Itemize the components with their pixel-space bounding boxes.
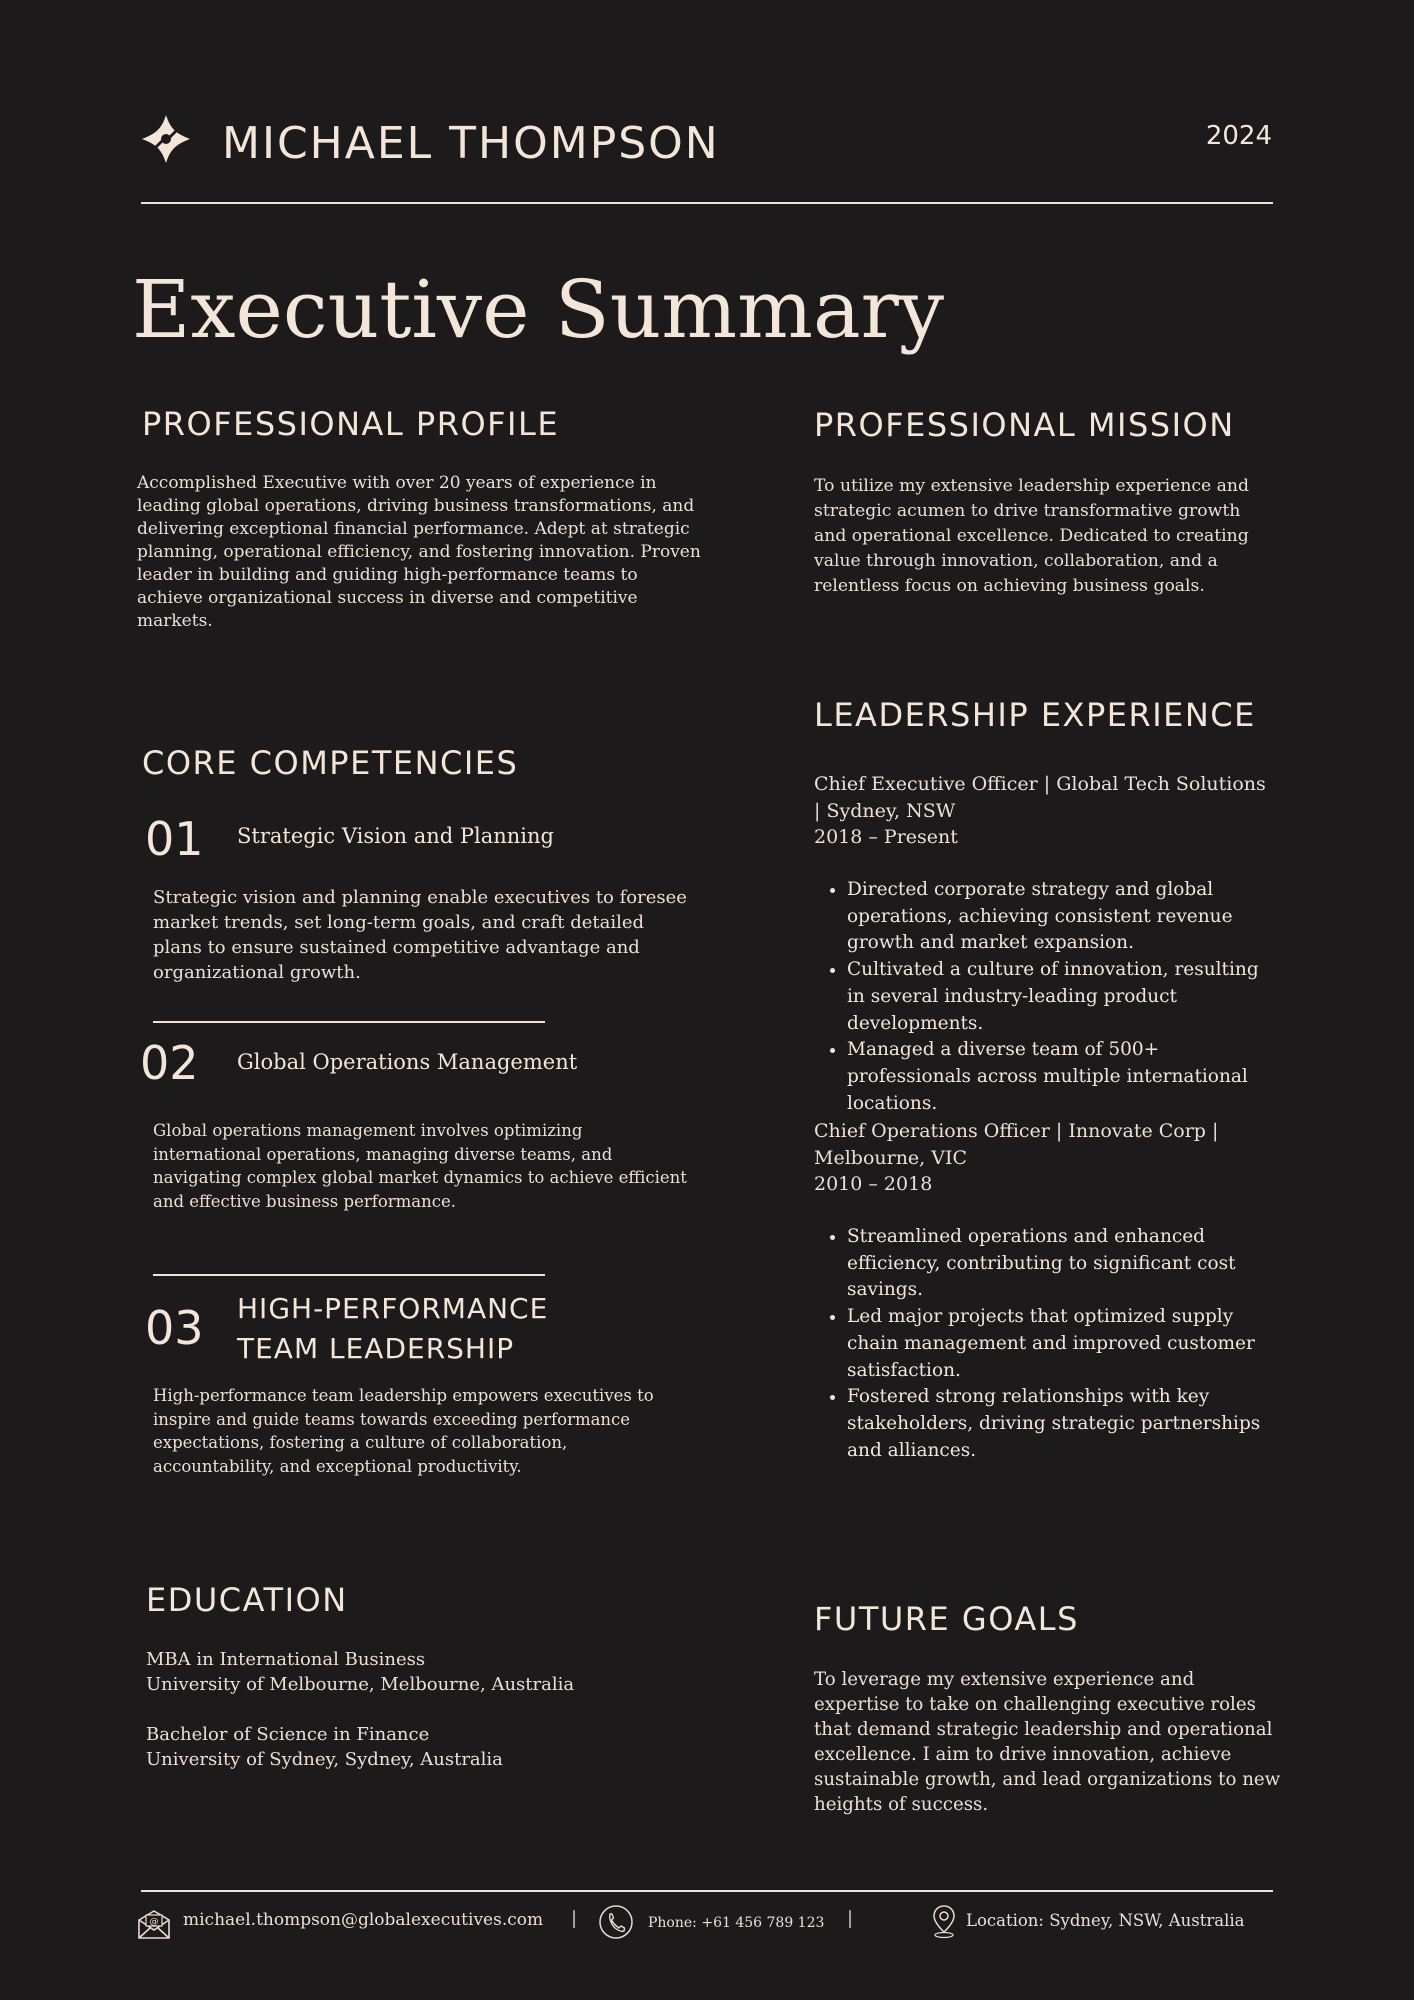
footer-divider bbox=[141, 1890, 1273, 1892]
education-degree: Bachelor of Science in Finance bbox=[146, 1724, 430, 1745]
goals-heading: FUTURE GOALS bbox=[814, 1600, 1079, 1638]
header-divider bbox=[141, 202, 1273, 204]
education-school: University of Melbourne, Melbourne, Australia bbox=[146, 1674, 575, 1695]
job-bullets bbox=[814, 1224, 1274, 1464]
education-degree: MBA in International Business bbox=[146, 1649, 426, 1670]
competency-divider bbox=[153, 1274, 545, 1276]
mission-text: To utilize my extensive leadership experience and strategic acumen to drive transformative growth and operational excellence. Dedicated to creating value through innovation, collaboration, and a relentless focus on achieving business goals. bbox=[814, 476, 1249, 596]
profile-heading: PROFESSIONAL PROFILE bbox=[142, 405, 560, 443]
job-bullet: • Directed corporate strategy and global operations, achieving consistent revenue growth and market expansion. bbox=[847, 877, 1274, 957]
job-bullets bbox=[814, 877, 1274, 1117]
footer-separator: | bbox=[571, 1908, 578, 1929]
competency-text: Strategic vision and planning enable executives to foresee market trends, set long-term goals, and craft detailed plans to ensure sustained competitive advantage and organizational growth. bbox=[153, 887, 687, 983]
job-dates: 2010 – 2018 bbox=[814, 1173, 933, 1195]
competency-number: 03 bbox=[145, 1301, 204, 1355]
mission-heading: PROFESSIONAL MISSION bbox=[814, 406, 1235, 444]
education-school: University of Sydney, Sydney, Australia bbox=[146, 1749, 503, 1770]
competency-divider bbox=[153, 1021, 545, 1023]
competency-text: High-performance team leadership empowers executives to inspire and guide teams towards exceeding performance expectations, fostering a culture of collaboration, accountability, and exceptional productivity. bbox=[153, 1386, 654, 1476]
job-title: Chief Operations Officer | Innovate Corp | Melbourne, VIC bbox=[814, 1120, 1219, 1169]
job-dates: 2018 – Present bbox=[814, 826, 958, 848]
header-name: MICHAEL THOMPSON bbox=[222, 118, 720, 169]
education-heading: EDUCATION bbox=[146, 1581, 348, 1619]
competency-title: Global Operations Management bbox=[237, 1050, 578, 1074]
footer-phone[interactable]: Phone: +61 456 789 123 bbox=[648, 1915, 825, 1931]
job-title: Chief Executive Officer | Global Tech Solutions | Sydney, NSW bbox=[814, 773, 1266, 822]
phone-icon bbox=[598, 1904, 634, 1940]
competency-number: 01 bbox=[145, 812, 204, 866]
competency-title: Strategic Vision and Planning bbox=[237, 824, 554, 848]
job-bullet: • Led major projects that optimized supply chain management and improved customer satisfaction. bbox=[847, 1304, 1274, 1384]
footer-email[interactable]: michael.thompson@globalexecutives.com bbox=[183, 1910, 544, 1930]
page-title: Executive Summary bbox=[132, 263, 945, 356]
profile-text: Accomplished Executive with over 20 years of experience in leading global operations, driving business transformations, and delivering exceptional financial performance. Adept at strategic planning, operational efficiency, and fostering innovation. Proven leader in building and guiding high-performance teams to achieve organizational success in diverse and competitive markets. bbox=[137, 473, 701, 631]
goals-text: To leverage my extensive experience and expertise to take on challenging executive roles that demand strategic leadership and operational excellence. I aim to drive innovation, achieve sustainable growth, and lead organizations to new heights of success. bbox=[814, 1669, 1281, 1815]
job-bullet: • Managed a diverse team of 500+ professionals across multiple international locations. bbox=[847, 1037, 1274, 1117]
competency-text: Global operations management involves optimizing international operations, managing diverse teams, and navigating complex global market dynamics to achieve efficient and effective business performance. bbox=[153, 1121, 687, 1211]
header-year: 2024 bbox=[1205, 121, 1272, 151]
four-petal-star-logo bbox=[140, 113, 192, 165]
competencies-heading: CORE COMPETENCIES bbox=[142, 744, 519, 782]
leadership-heading: LEADERSHIP EXPERIENCE bbox=[814, 696, 1256, 734]
competency-title: HIGH-PERFORMANCE TEAM LEADERSHIP bbox=[237, 1292, 549, 1365]
footer-location: Location: Sydney, NSW, Australia bbox=[966, 1911, 1245, 1930]
map-pin-icon bbox=[929, 1903, 959, 1939]
svg-text:@: @ bbox=[149, 1917, 159, 1927]
job-bullet: • Fostered strong relationships with key stakeholders, driving strategic partnerships and alliances. bbox=[847, 1384, 1274, 1464]
envelope-at-icon bbox=[136, 1908, 172, 1940]
job-bullet: • Cultivated a culture of innovation, resulting in several industry-leading product developments. bbox=[847, 957, 1274, 1037]
footer-separator: | bbox=[847, 1908, 854, 1929]
job-bullet: • Streamlined operations and enhanced efficiency, contributing to significant cost savings. bbox=[847, 1224, 1274, 1304]
competency-number: 02 bbox=[140, 1036, 199, 1090]
